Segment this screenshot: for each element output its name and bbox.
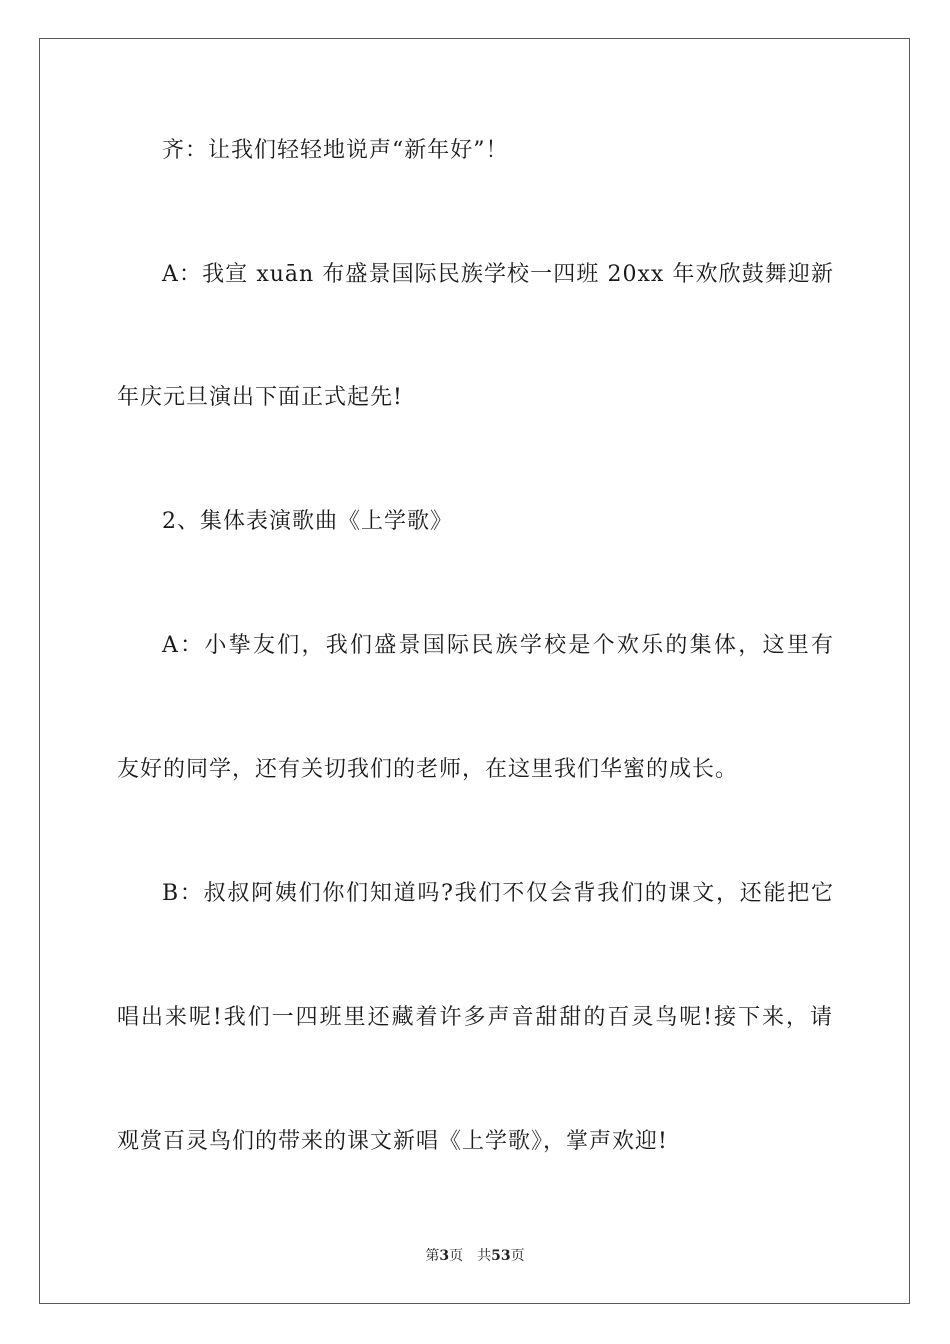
footer-total-suffix: 页: [510, 1248, 525, 1264]
page-footer: [0, 1247, 950, 1265]
paragraph-line-2: A：我宣 xuān 布盛景国际民族学校一四班 20xx 年欢欣鼓舞迎新: [162, 262, 834, 287]
footer-page-prefix: 第: [425, 1248, 440, 1264]
footer-total-pages: 53: [491, 1248, 511, 1264]
paragraph-line-5: A：小挚友们，我们盛景国际民族学校是个欢乐的集体，这里有: [162, 633, 834, 658]
paragraph-line-3: 年庆元旦演出下面正式起先!: [117, 385, 403, 410]
footer-page-number: 3: [439, 1248, 450, 1264]
paragraph-line-9: 观赏百灵鸟们的带来的课文新唱《上学歌》，掌声欢迎!: [117, 1129, 668, 1154]
paragraph-line-8: 唱出来呢!我们一四班里还藏着许多声音甜甜的百灵鸟呢!接下来，请: [117, 1005, 833, 1030]
footer-page-suffix: 页: [449, 1248, 464, 1264]
page-border: [39, 38, 910, 1304]
paragraph-line-6: 友好的同学，还有关切我们的老师，在这里我们华蜜的成长。: [117, 757, 739, 782]
paragraph-line-1: 齐：让我们轻轻地说声“新年好”！: [162, 138, 509, 163]
paragraph-line-7: B：叔叔阿姨们你们知道吗?我们不仅会背我们的课文，还能把它: [162, 881, 834, 906]
footer-total-prefix: 共: [477, 1248, 492, 1264]
section-heading: 2、集体表演歌曲《上学歌》: [162, 509, 453, 534]
